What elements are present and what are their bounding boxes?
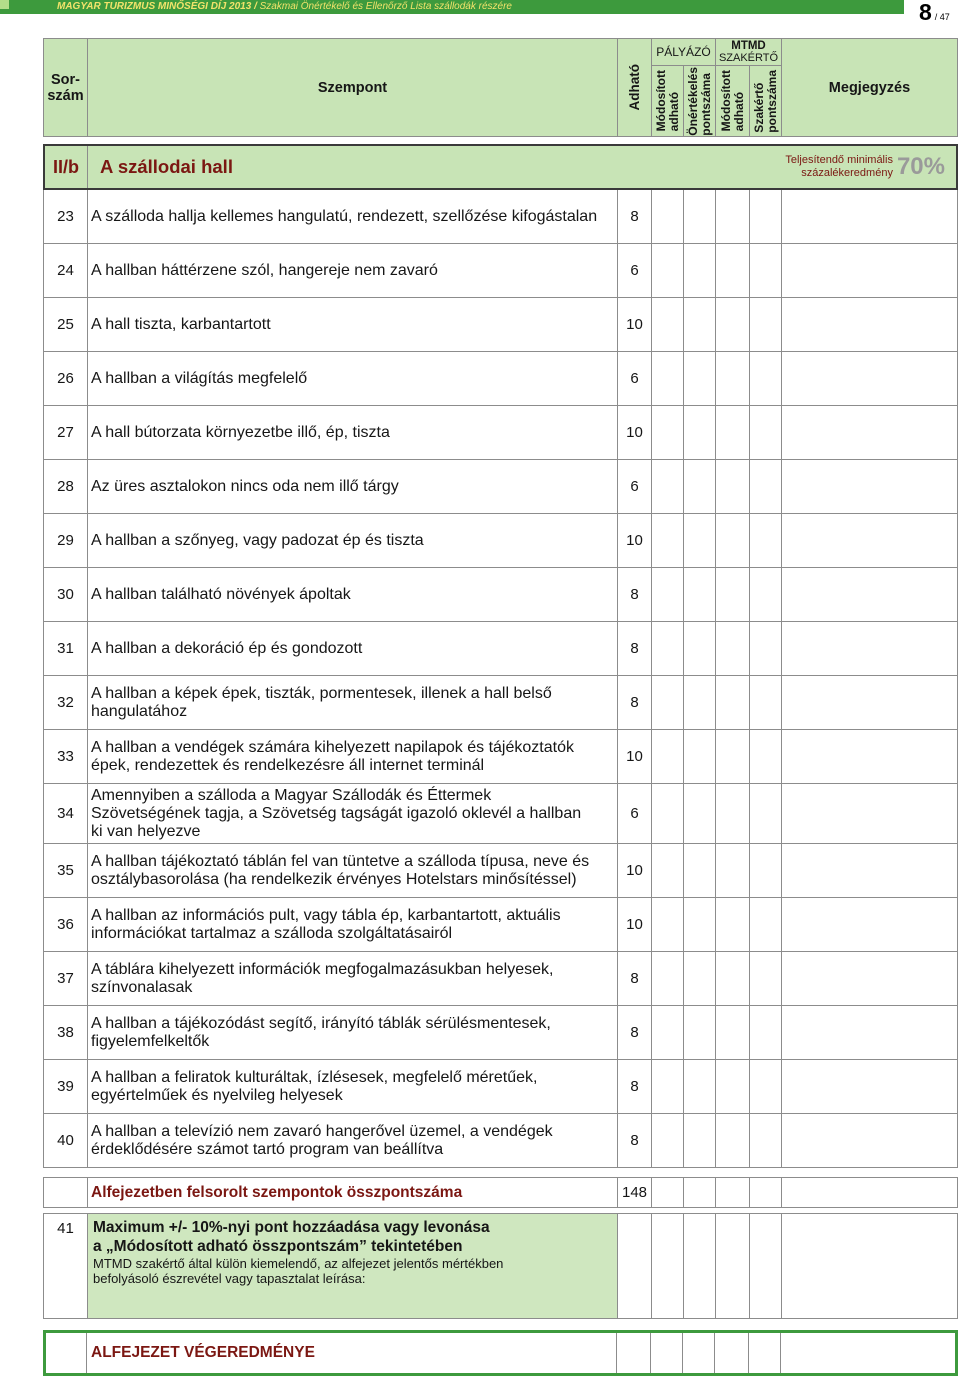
palyazo-modositott-adhato-cell [652, 676, 684, 730]
final-result-row [43, 1330, 958, 1376]
szakerto-pontszam-cell [750, 568, 782, 622]
palyazo-onertekeles-cell [684, 952, 716, 1006]
row-number: 32 [44, 676, 88, 730]
megjegyzes-cell [782, 568, 958, 622]
szakerto-modositott-adhato-cell [716, 406, 750, 460]
palyazo-onertekeles-cell [684, 898, 716, 952]
logo-square-icon [0, 0, 9, 9]
row-adhato: 8 [618, 190, 652, 244]
row-criterion: A hallban a tájékozódást segítő, irányító táblák sérülésmentesek, figyelemfelkeltők [88, 1006, 618, 1060]
row-number: 31 [44, 622, 88, 676]
palyazo-onertekeles-cell [684, 730, 716, 784]
row-criterion: A szálloda hallja kellemes hangulatú, rendezett, szellőzése kifogástalan [88, 190, 618, 244]
row-adhato: 10 [618, 298, 652, 352]
szakerto-modositott-adhato-cell [716, 352, 750, 406]
row-number: 30 [44, 568, 88, 622]
megjegyzes-cell [782, 1178, 958, 1208]
row-criterion: A hallban a képek épek, tiszták, pormentesek, illenek a hall belső hangulatához [88, 676, 618, 730]
row-criterion: A hallban a televízió nem zavaró hangerővel üzemel, a vendégek érdeklődésére számot tartó program van beállítva [88, 1114, 618, 1168]
palyazo-onertekeles-cell [684, 190, 716, 244]
table-row [44, 190, 958, 244]
row-number: 34 [44, 784, 88, 844]
palyazo-modositott-adhato-cell [652, 244, 684, 298]
row-adhato: 10 [618, 898, 652, 952]
szakerto-modositott-adhato-cell [716, 1060, 750, 1114]
megjegyzes-cell [782, 844, 958, 898]
szakerto-pontszam-cell [750, 622, 782, 676]
szakerto-pontszam-cell [750, 784, 782, 844]
final-szakerto-pontszam-cell [749, 1333, 781, 1373]
page-total: / 47 [934, 12, 950, 22]
summary-row [43, 1177, 958, 1208]
row-number: 33 [44, 730, 88, 784]
table-row [44, 1114, 958, 1168]
szakerto-modositott-adhato-cell [716, 784, 750, 844]
megjegyzes-cell [782, 244, 958, 298]
header-sorszam: Sor- szám [47, 71, 84, 104]
szakerto-pontszam-cell [750, 1214, 782, 1319]
header-szakerto: SZAKÉRTŐ [718, 52, 779, 64]
row-adhato: 8 [618, 1060, 652, 1114]
row-number: 39 [44, 1060, 88, 1114]
final-result-label: ALFEJEZET VÉGEREDMÉNYE [87, 1333, 617, 1373]
table-row [44, 568, 958, 622]
palyazo-onertekeles-cell [684, 676, 716, 730]
megjegyzes-cell [782, 784, 958, 844]
palyazo-onertekeles-cell [684, 352, 716, 406]
szakerto-pontszam-cell [750, 460, 782, 514]
szakerto-modositott-adhato-cell [716, 568, 750, 622]
megjegyzes-cell [782, 622, 958, 676]
table-row [44, 1060, 958, 1114]
row-criterion: A hall tiszta, karbantartott [88, 298, 618, 352]
header-palyazo-onertekeles: Önértékelés pontszáma [685, 66, 713, 136]
szakerto-modositott-adhato-cell [716, 244, 750, 298]
row-criterion: Amennyiben a szálloda a Magyar Szállodák és Éttermek Szövetségének tagja, a Szövetség tagságát igazoló oklevél a hallban ki van helyezve [88, 784, 618, 844]
szakerto-modositott-adhato-cell [716, 1006, 750, 1060]
row-number: 28 [44, 460, 88, 514]
header-palyazo-onertekeles-cell [684, 66, 716, 137]
megjegyzes-cell [782, 1060, 958, 1114]
palyazo-modositott-adhato-cell [652, 1178, 684, 1208]
table-row [44, 244, 958, 298]
final-adhato-cell [617, 1333, 651, 1373]
row-adhato: 6 [618, 460, 652, 514]
row-number: 24 [44, 244, 88, 298]
row-criterion: A hallban a szőnyeg, vagy padozat ép és tiszta [88, 514, 618, 568]
szakerto-pontszam-cell [750, 190, 782, 244]
summary-label: Alfejezetben felsorolt szempontok összpontszáma [88, 1178, 618, 1208]
szakerto-pontszam-cell [750, 898, 782, 952]
row-adhato: 6 [618, 784, 652, 844]
final-palyazo-onertekeles-cell [683, 1333, 715, 1373]
row-adhato: 10 [618, 730, 652, 784]
row-number: 29 [44, 514, 88, 568]
title-separator: / [251, 1, 260, 12]
header-szakerto-pontszam: Szakértő pontszáma [751, 69, 779, 133]
final-megjegyzes-cell [781, 1333, 955, 1373]
szakerto-pontszam-cell [750, 1060, 782, 1114]
header-mtmd: MTMD [731, 40, 766, 52]
szakerto-modositott-adhato-cell [716, 622, 750, 676]
adjustment-note: MTMD szakértő által külön kiemelendő, az alfejezet jelentős mértékben befolyásoló észrevétel vagy tapasztalat leírása: [93, 1256, 504, 1286]
row-criterion: A hallban háttérzene szól, hangereje nem zavaró [88, 244, 618, 298]
szakerto-modositott-adhato-cell [716, 460, 750, 514]
page-current: 8 [919, 0, 932, 25]
szakerto-pontszam-cell [750, 676, 782, 730]
final-palyazo-modositott-cell [651, 1333, 683, 1373]
palyazo-modositott-adhato-cell [652, 1060, 684, 1114]
megjegyzes-cell [782, 730, 958, 784]
szakerto-modositott-adhato-cell [716, 1114, 750, 1168]
header-szempont: Szempont [317, 79, 388, 96]
row-adhato: 10 [618, 514, 652, 568]
minimum-percentage-value: 70% [896, 153, 945, 180]
szakerto-modositott-adhato-cell [716, 1178, 750, 1208]
palyazo-modositott-adhato-cell [652, 460, 684, 514]
header-szakerto-modositott: Módosított adható [718, 70, 746, 132]
table-row [44, 1006, 958, 1060]
szakerto-modositott-adhato-cell [716, 676, 750, 730]
megjegyzes-cell [782, 406, 958, 460]
top-bar [0, 0, 904, 14]
palyazo-onertekeles-cell [684, 406, 716, 460]
row-adhato: 10 [618, 406, 652, 460]
palyazo-onertekeles-cell [684, 1178, 716, 1208]
palyazo-onertekeles-cell [684, 244, 716, 298]
header-szakerto-pontszam-cell [750, 66, 782, 137]
megjegyzes-cell [782, 898, 958, 952]
szakerto-modositott-adhato-cell [716, 730, 750, 784]
palyazo-modositott-adhato-cell [652, 406, 684, 460]
palyazo-modositott-adhato-cell [652, 622, 684, 676]
row-criterion: A hallban a feliratok kulturáltak, ízlésesek, megfelelő méretűek, egyértelműek és nyelvileg helyesek [88, 1060, 618, 1114]
row-adhato: 8 [618, 676, 652, 730]
szakerto-modositott-adhato-cell [716, 298, 750, 352]
szakerto-modositott-adhato-cell [716, 190, 750, 244]
table-row [44, 844, 958, 898]
section-title-cell [88, 146, 956, 188]
table-row [44, 784, 958, 844]
szakerto-pontszam-cell [750, 730, 782, 784]
header-adhato: Adható [627, 64, 642, 111]
palyazo-onertekeles-cell [684, 1214, 716, 1319]
row-criterion: A hallban tájékoztató táblán fel van tüntetve a szálloda típusa, neve és osztálybasorolása (ha rendelkezik érvényes Hotelstars minősítéssel) [88, 844, 618, 898]
criteria-table [43, 190, 958, 1168]
section-header [43, 144, 958, 190]
adjustment-number: 41 [44, 1214, 88, 1319]
header-palyazo-modositott-cell [652, 66, 684, 137]
row-adhato: 6 [618, 244, 652, 298]
row-criterion: Az üres asztalokon nincs oda nem illő tárgy [88, 460, 618, 514]
document-title [57, 1, 512, 13]
palyazo-modositott-adhato-cell [652, 844, 684, 898]
megjegyzes-cell [782, 1006, 958, 1060]
header-sorszam-cell [44, 39, 88, 137]
palyazo-onertekeles-cell [684, 568, 716, 622]
table-row [44, 406, 958, 460]
megjegyzes-cell [782, 460, 958, 514]
szakerto-pontszam-cell [750, 1178, 782, 1208]
adjustment-row [43, 1213, 958, 1319]
palyazo-modositott-adhato-cell [652, 1114, 684, 1168]
row-criterion: A hallban a világítás megfelelő [88, 352, 618, 406]
palyazo-modositott-adhato-cell [652, 298, 684, 352]
row-number: 27 [44, 406, 88, 460]
header-palyazo-cell [652, 39, 716, 66]
minimum-percentage-label: Teljesítendő minimális százalékeredmény [785, 154, 893, 179]
document-title-main: MAGYAR TURIZMUS MINŐSÉGI DÍJ 2013 [57, 1, 252, 12]
szakerto-pontszam-cell [750, 298, 782, 352]
adjustment-description [88, 1214, 618, 1319]
table-row [44, 514, 958, 568]
header-szakerto-modositott-cell [716, 66, 750, 137]
palyazo-modositott-adhato-cell [652, 352, 684, 406]
row-criterion: A hallban található növények ápoltak [88, 568, 618, 622]
palyazo-onertekeles-cell [684, 1006, 716, 1060]
szakerto-modositott-adhato-cell [716, 898, 750, 952]
megjegyzes-cell [782, 1214, 958, 1319]
adjustment-line1: Maximum +/- 10%-nyi pont hozzáadása vagy levonása [93, 1219, 490, 1236]
szakerto-modositott-adhato-cell [716, 952, 750, 1006]
summary-total: 148 [618, 1178, 652, 1208]
document-subtitle: Szakmai Önértékelő és Ellenőrző Lista szállodák részére [259, 1, 512, 12]
row-criterion: A hallban a dekoráció ép és gondozott [88, 622, 618, 676]
adjustment-line2: a „Módosított adható összpontszám” tekintetében [93, 1238, 463, 1255]
szakerto-pontszam-cell [750, 952, 782, 1006]
row-number: 23 [44, 190, 88, 244]
table-row [44, 676, 958, 730]
szakerto-pontszam-cell [750, 844, 782, 898]
row-adhato: 8 [618, 1006, 652, 1060]
row-adhato: 10 [618, 844, 652, 898]
megjegyzes-cell [782, 1114, 958, 1168]
palyazo-modositott-adhato-cell [652, 190, 684, 244]
summary-number-cell [44, 1178, 88, 1208]
row-criterion: A hallban a vendégek számára kihelyezett napilapok és tájékoztatók épek, rendezettek és rendelkezésre áll internet terminál [88, 730, 618, 784]
header-palyazo-modositott: Módosított adható [653, 70, 681, 132]
szakerto-modositott-adhato-cell [716, 1214, 750, 1319]
palyazo-modositott-adhato-cell [652, 784, 684, 844]
row-number: 35 [44, 844, 88, 898]
final-szakerto-modositott-cell [715, 1333, 749, 1373]
palyazo-modositott-adhato-cell [652, 898, 684, 952]
row-number: 38 [44, 1006, 88, 1060]
szakerto-modositott-adhato-cell [716, 514, 750, 568]
palyazo-onertekeles-cell [684, 1114, 716, 1168]
adhato-cell [618, 1214, 652, 1319]
row-criterion: A hallban az információs pult, vagy tábla ép, karbantartott, aktuális információkat tartalmaz a szálloda szolgáltatásairól [88, 898, 618, 952]
table-header [43, 38, 958, 137]
final-number-cell [46, 1333, 87, 1373]
header-palyazo: PÁLYÁZÓ [656, 44, 711, 59]
header-megjegyzes-cell [782, 39, 958, 137]
header-megjegyzes: Megjegyzés [828, 79, 911, 96]
row-number: 26 [44, 352, 88, 406]
megjegyzes-cell [782, 352, 958, 406]
table-row [44, 460, 958, 514]
szakerto-pontszam-cell [750, 514, 782, 568]
palyazo-modositott-adhato-cell [652, 1214, 684, 1319]
szakerto-pontszam-cell [750, 1114, 782, 1168]
table-row [44, 952, 958, 1006]
row-number: 25 [44, 298, 88, 352]
header-mtmd-cell [716, 39, 782, 66]
section-code: II/b [45, 146, 88, 188]
row-adhato: 6 [618, 352, 652, 406]
palyazo-modositott-adhato-cell [652, 514, 684, 568]
szakerto-pontszam-cell [750, 244, 782, 298]
palyazo-onertekeles-cell [684, 514, 716, 568]
table-row [44, 352, 958, 406]
megjegyzes-cell [782, 676, 958, 730]
row-number: 37 [44, 952, 88, 1006]
megjegyzes-cell [782, 514, 958, 568]
megjegyzes-cell [782, 298, 958, 352]
palyazo-modositott-adhato-cell [652, 952, 684, 1006]
row-adhato: 8 [618, 568, 652, 622]
row-adhato: 8 [618, 622, 652, 676]
row-number: 40 [44, 1114, 88, 1168]
palyazo-modositott-adhato-cell [652, 1006, 684, 1060]
row-number: 36 [44, 898, 88, 952]
palyazo-onertekeles-cell [684, 298, 716, 352]
palyazo-onertekeles-cell [684, 1060, 716, 1114]
palyazo-onertekeles-cell [684, 844, 716, 898]
palyazo-onertekeles-cell [684, 460, 716, 514]
page-number [919, 0, 950, 29]
table-row [44, 298, 958, 352]
table-row [44, 622, 958, 676]
megjegyzes-cell [782, 190, 958, 244]
megjegyzes-cell [782, 952, 958, 1006]
palyazo-onertekeles-cell [684, 622, 716, 676]
palyazo-modositott-adhato-cell [652, 568, 684, 622]
table-row [44, 730, 958, 784]
section-title: A szállodai hall [100, 156, 233, 177]
row-adhato: 8 [618, 952, 652, 1006]
szakerto-pontszam-cell [750, 352, 782, 406]
row-criterion: A hall bútorzata környezetbe illő, ép, tiszta [88, 406, 618, 460]
header-szempont-cell [88, 39, 618, 137]
szakerto-pontszam-cell [750, 406, 782, 460]
palyazo-onertekeles-cell [684, 784, 716, 844]
row-criterion: A táblára kihelyezett információk megfogalmazásukban helyesek, színvonalasak [88, 952, 618, 1006]
szakerto-pontszam-cell [750, 1006, 782, 1060]
palyazo-modositott-adhato-cell [652, 730, 684, 784]
row-adhato: 8 [618, 1114, 652, 1168]
table-row [44, 898, 958, 952]
szakerto-modositott-adhato-cell [716, 844, 750, 898]
header-adhato-cell [618, 39, 652, 137]
